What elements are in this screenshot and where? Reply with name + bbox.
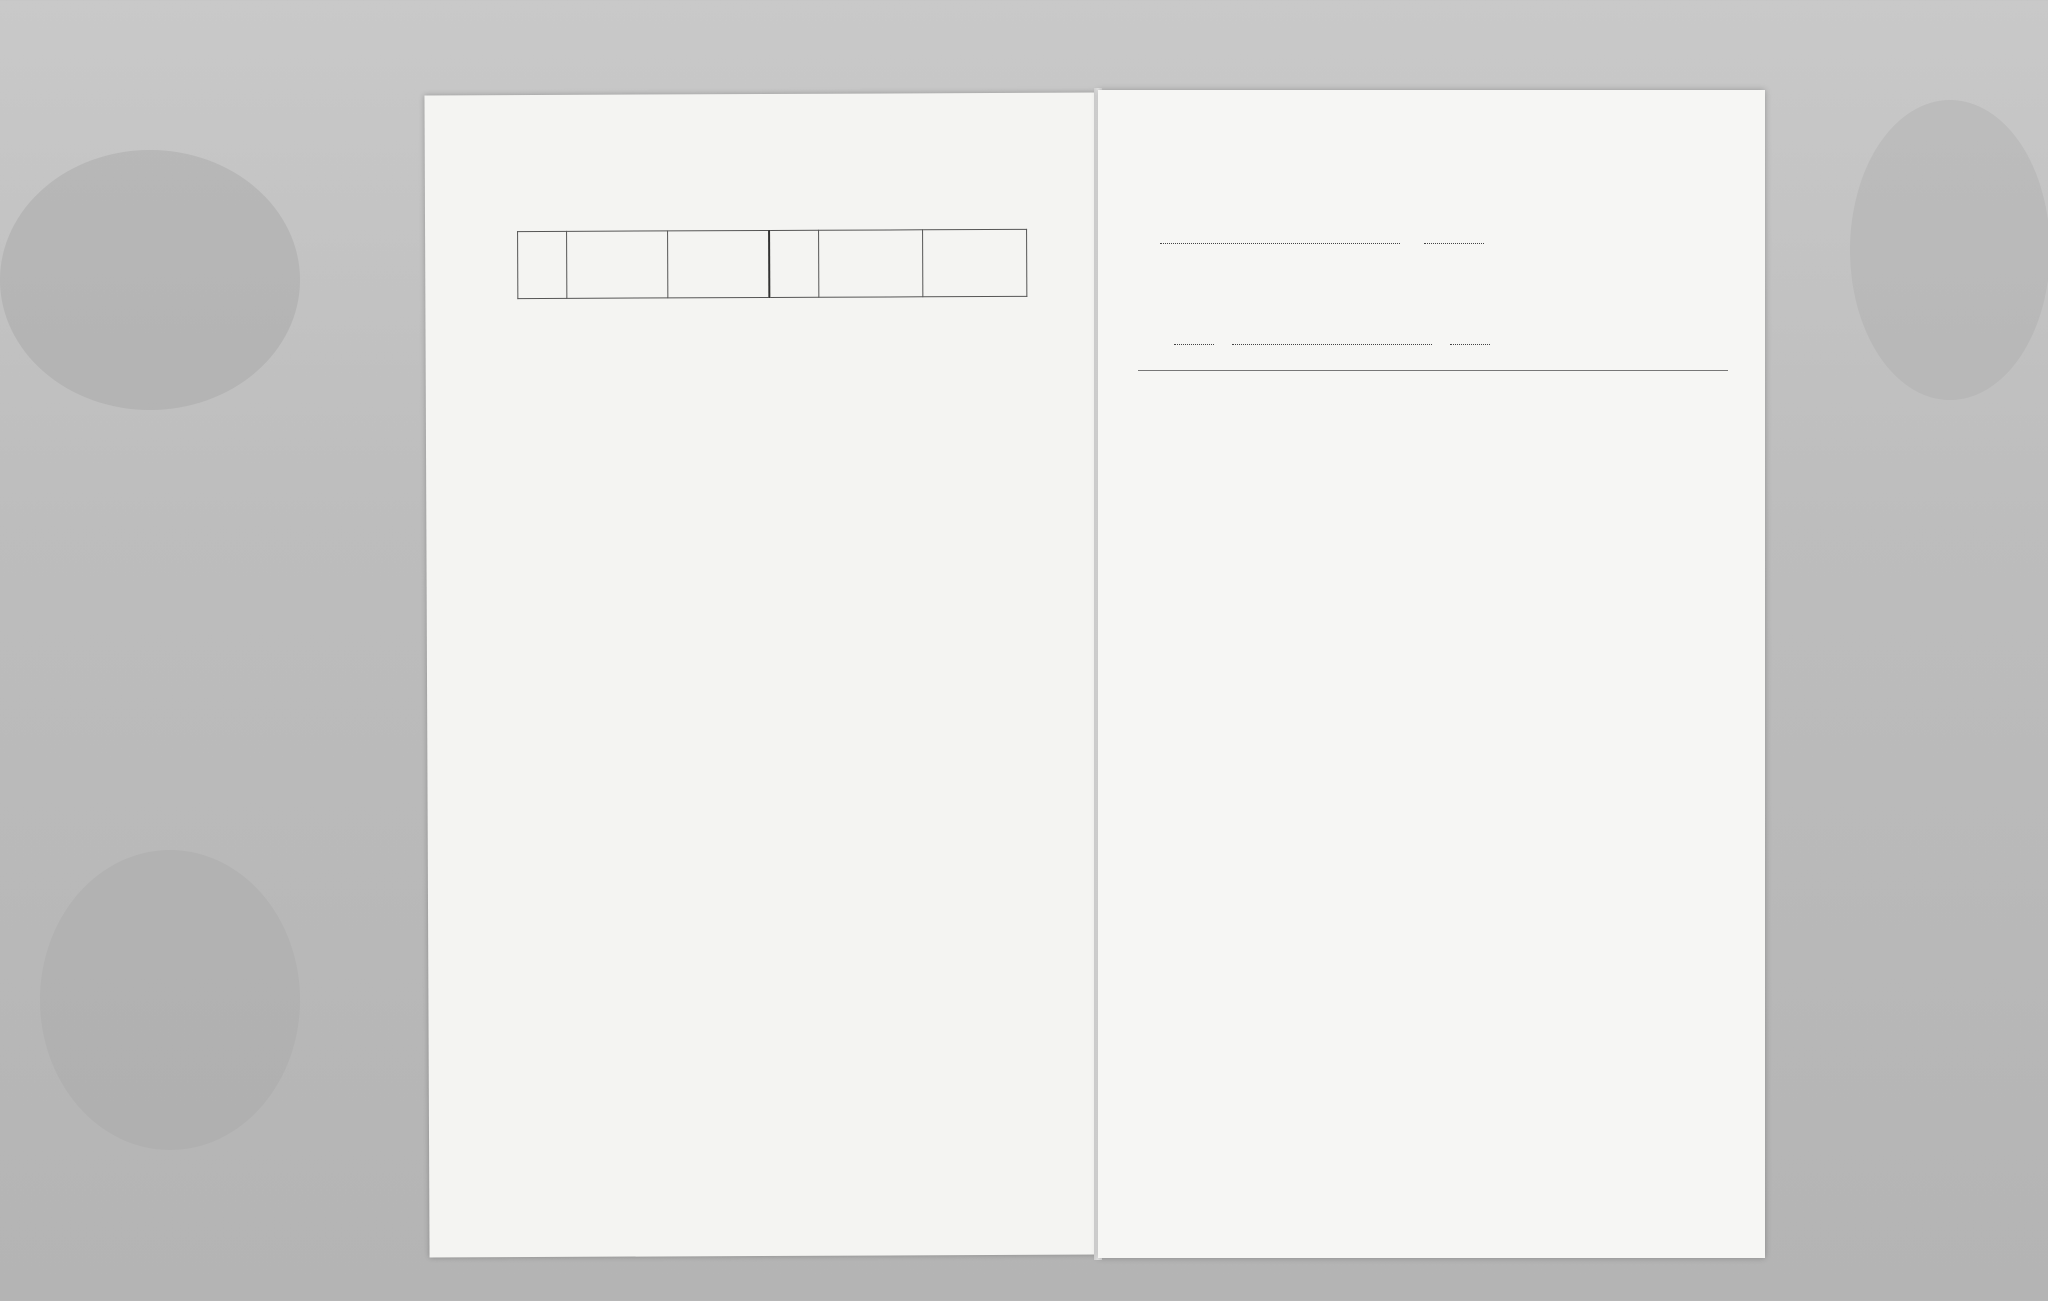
person-list-table [517, 229, 1027, 299]
right-page [1098, 90, 1765, 1258]
col-header [922, 229, 1027, 296]
left-title [425, 179, 1098, 182]
col-header [566, 231, 667, 298]
col-header [818, 230, 922, 297]
col-header [518, 231, 567, 298]
left-subtitle [425, 203, 1098, 206]
col-header [769, 230, 818, 297]
col-header [667, 230, 769, 297]
left-page [424, 93, 1102, 1258]
